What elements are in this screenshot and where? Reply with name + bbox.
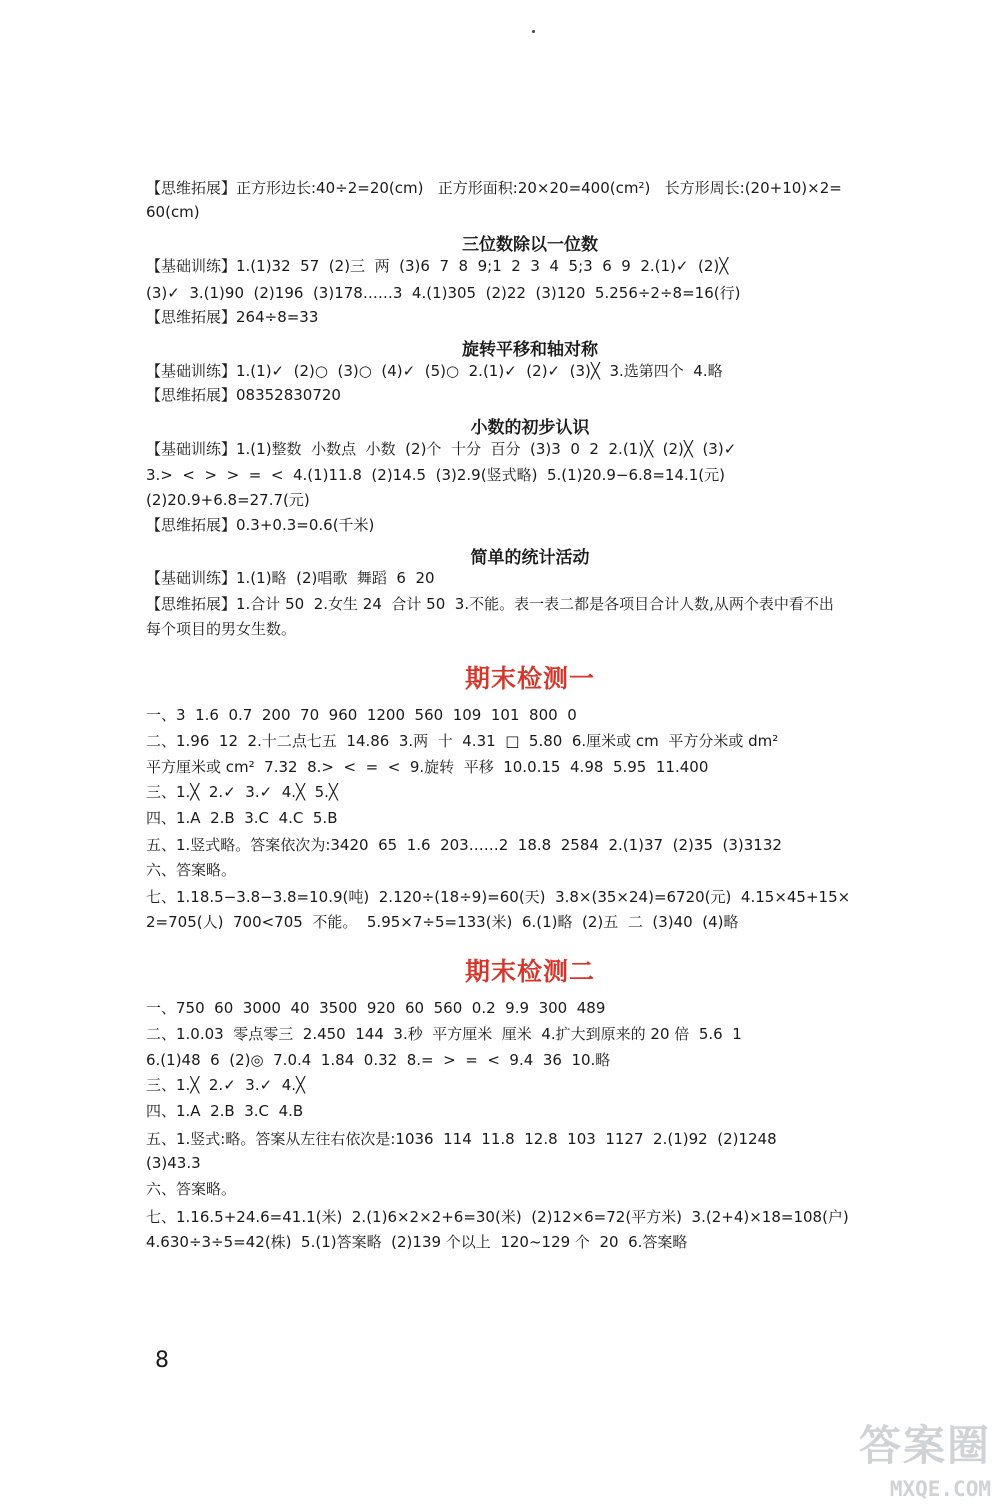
- text-line: 平方厘米或 cm² 7.32 8.> < = < 9.旋转 平移 10.0.15 4.98 5.95 11.400: [146, 758, 709, 776]
- text-line: 【思维拓展】264÷8=33: [146, 308, 319, 326]
- text-line: 60(cm): [146, 203, 200, 221]
- text-line: 三、1.╳ 2.✓ 3.✓ 4.╳: [146, 1076, 306, 1094]
- text-line: 三、1.╳ 2.✓ 3.✓ 4.╳ 5.╳: [146, 783, 338, 801]
- text-line: (3)43.3: [146, 1154, 201, 1172]
- text-line: 3.> < > > = < 4.(1)11.8 (2)14.5 (3)2.9(竖式略) 5.(1)20.9−6.8=14.1(元): [146, 466, 726, 484]
- text-line: (2)20.9+6.8=27.7(元): [146, 491, 310, 509]
- text-line: 【思维拓展】0.3+0.3=0.6(千米): [146, 516, 375, 534]
- section-title: 三位数除以一位数: [462, 235, 598, 255]
- text-line: 2=705(人) 700<705 不能。 5.95×7÷5=133(米) 6.(1)略 (2)五 二 (3)40 (4)略: [146, 913, 739, 931]
- text-line: 【基础训练】1.(1)略 (2)唱歌 舞蹈 6 20: [146, 569, 435, 587]
- text-line: 一、750 60 3000 40 3500 920 60 560 0.2 9.9 300 489: [146, 999, 606, 1017]
- text-line: (3)✓ 3.(1)90 (2)196 (3)178……3 4.(1)305 (2)22 (3)120 5.256÷2÷8=16(行): [146, 284, 741, 302]
- text-line: 七、1.16.5+24.6=41.1(米) 2.(1)6×2×2+6=30(米) (2)12×6=72(平方米) 3.(2+4)×18=108(户): [146, 1208, 849, 1226]
- text-line: 六、答案略。: [146, 1180, 237, 1198]
- text-line: 6.(1)48 6 (2)◎ 7.0.4 1.84 0.32 8.= > = < 9.4 36 10.略: [146, 1051, 611, 1069]
- exam-title: 期末检测一: [464, 664, 595, 693]
- text-line: 七、1.18.5−3.8−3.8=10.9(吨) 2.120÷(18÷9)=60(天) 3.8×(35×24)=6720(元) 4.15×45+15×: [146, 888, 851, 906]
- exam-title: 期末检测二: [464, 957, 595, 986]
- text-line: 五、1.竖式:略。答案从左往右依次是:1036 114 11.8 12.8 103 1127 2.(1)92 (2)1248: [146, 1130, 777, 1148]
- text-line: 【基础训练】1.(1)✓ (2)○ (3)○ (4)✓ (5)○ 2.(1)✓ (2)✓ (3)╳ 3.选第四个 4.略: [146, 362, 723, 380]
- text-line: 一、3 1.6 0.7 200 70 960 1200 560 109 101 800 0: [146, 706, 577, 724]
- text-line: 4.630÷3÷5=42(株) 5.(1)答案略 (2)139 个以上 120~129 个 20 6.答案略: [146, 1233, 688, 1251]
- watermark-logo: [853, 1413, 995, 1503]
- section-title: 简单的统计活动: [470, 548, 590, 568]
- page-top-dot: [532, 30, 535, 33]
- text-line: 【基础训练】1.(1)整数 小数点 小数 (2)个 十分 百分 (3)3 0 2 2.(1)╳ (2)╳ (3)✓: [146, 440, 737, 458]
- text-line: 每个项目的男女生数。: [146, 620, 297, 638]
- text-line: 【思维拓展】08352830720: [146, 386, 341, 404]
- text-line: 二、1.0.03 零点零三 2.450 144 3.秒 平方厘米 厘米 4.扩大到原来的 20 倍 5.6 1: [146, 1025, 742, 1043]
- text-line: 【思维拓展】1.合计 50 2.女生 24 合计 50 3.不能。表一表二都是各项目合计人数,从两个表中看不出: [146, 595, 834, 613]
- text-line: 【思维拓展】正方形边长:40÷2=20(cm) 正方形面积:20×20=400(cm²) 长方形周长:(20+10)×2=: [146, 179, 842, 197]
- text-line: 二、1.96 12 2.十二点七五 14.86 3.两 十 4.31 □ 5.80 6.厘米或 cm 平方分米或 dm²: [146, 732, 779, 750]
- watermark-url: MXQE.COM: [889, 1477, 991, 1501]
- text-line: 六、答案略。: [146, 861, 237, 879]
- text-line: 四、1.A 2.B 3.C 4.C 5.B: [146, 809, 338, 827]
- watermark-text: 答案圈: [858, 1421, 991, 1470]
- page-number: 8: [155, 1348, 169, 1373]
- section-title: 旋转平移和轴对称: [462, 340, 598, 360]
- text-line: 【基础训练】1.(1)32 57 (2)三 两 (3)6 7 8 9;1 2 3 4 5;3 6 9 2.(1)✓ (2)╳: [146, 257, 729, 275]
- text-line: 四、1.A 2.B 3.C 4.B: [146, 1102, 304, 1120]
- section-title: 小数的初步认识: [470, 418, 590, 438]
- text-line: 五、1.竖式略。答案依次为:3420 65 1.6 203……2 18.8 2584 2.(1)37 (2)35 (3)3132: [146, 836, 782, 854]
